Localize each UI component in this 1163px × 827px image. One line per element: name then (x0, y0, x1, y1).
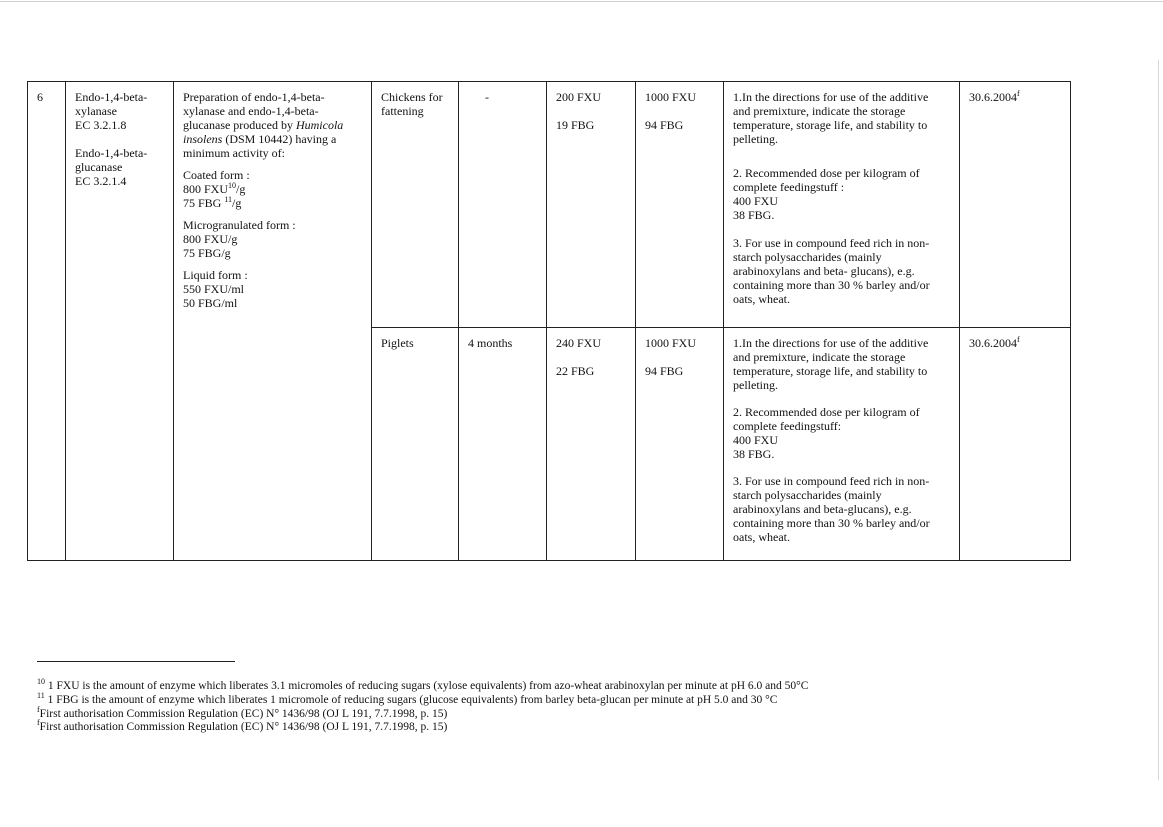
max-age-cell (459, 328, 547, 561)
min-content-cell (547, 328, 636, 561)
max-content: 94 FBG (645, 364, 684, 378)
enzyme-name: xylanase (75, 104, 117, 118)
provisions-cell (724, 328, 960, 561)
activity-value: 800 FXU/g (183, 232, 238, 246)
composition-text: glucanase produced by Humicola (183, 118, 344, 132)
enzyme-name: glucanase (75, 160, 123, 174)
species-name: insolens (183, 132, 223, 146)
footnote-mark: 11 (37, 690, 45, 700)
max-age-cell (459, 82, 547, 328)
footnote-mark: 10 (37, 677, 45, 687)
footnote-mark: f (37, 718, 40, 728)
authorisation-end-date: 30.6.2004$^f$ (969, 335, 1020, 350)
activity-value: 75 FBG $^{11}$/g (183, 195, 242, 210)
max-content-cell (636, 82, 724, 328)
provision-2: 2. Recommended dose per kilogram of complete feedingstuff: 400 FXU 38 FBG. (733, 405, 920, 461)
form-title: Liquid form : (183, 268, 248, 282)
footnote: $^{11}$ 1 FBG is the amount of enzyme which liberates 1 micromole of reducing sugars (glucose equivalents) from barley beta-glucan per minute at pH 5.0 and 30 °C (37, 690, 778, 706)
composition-text: insolens (DSM 10442) having a (183, 132, 337, 146)
footnote-ref: f (1017, 335, 1020, 344)
provisions-cell (724, 82, 960, 328)
activity-value: 50 FBG/ml (183, 296, 238, 310)
enzyme-ec-number: EC 3.2.1.8 (75, 118, 127, 132)
provision-2: 2. Recommended dose per kilogram of complete feedingstuff : 400 FXU 38 FBG. (733, 166, 920, 222)
max-content: 1000 FXU (645, 90, 697, 104)
end-date-cell (960, 328, 1071, 561)
max-content: 1000 FXU (645, 336, 697, 350)
composition-text: xylanase and endo-1,4-beta- (183, 104, 319, 118)
footnote: $^f$First authorisation Commission Regulation (EC) N° 1436/98 (OJ L 191, 7.7.1998, p. 15) (37, 704, 448, 720)
registration-number-cell (28, 82, 66, 561)
footnote-ref: 11 (224, 195, 233, 204)
species-label: Piglets (381, 336, 414, 350)
min-content: 200 FXU (556, 90, 602, 104)
scan-edge-line (1158, 60, 1159, 780)
min-content-cell (547, 82, 636, 328)
footnote-mark: f (37, 704, 40, 714)
form-title: Microgranulated form : (183, 218, 296, 232)
footnote: $^{10}$ 1 FXU is the amount of enzyme which liberates 3.1 micromoles of reducing sugars (xylose equivalents) from azo-wheat arabinoxylan per minute at pH 6.0 and 50°C (37, 677, 809, 692)
authorisation-end-date: 30.6.2004$^f$ (969, 89, 1020, 104)
scan-border-line (0, 1, 1163, 2)
max-content: 94 FBG (645, 118, 684, 132)
composition-cell (174, 82, 372, 561)
footnote-ref: f (1017, 89, 1020, 98)
min-content: 22 FBG (556, 364, 595, 378)
max-age: 4 months (468, 336, 513, 350)
species-label: fattening (381, 104, 424, 118)
additive-cell (66, 82, 174, 561)
enzyme-name: Endo-1,4-beta- (75, 90, 148, 104)
footnote: $^f$First authorisation Commission Regulation (EC) N° 1436/98 (OJ L 191, 7.7.1998, p. 15) (37, 718, 448, 734)
activity-value: 800 FXU$^{10}$/g (183, 181, 246, 196)
max-content-cell (636, 328, 724, 561)
footnote-separator (37, 661, 235, 662)
footnote-ref: 10 (228, 181, 237, 190)
enzyme-name: Endo-1,4-beta- (75, 146, 148, 160)
composition-text: Preparation of endo-1,4-beta- (183, 90, 325, 104)
registration-number: 6 (37, 90, 43, 104)
species-name: Humicola (295, 118, 344, 132)
table-row (28, 82, 1071, 328)
form-title: Coated form : (183, 168, 250, 182)
composition-text: minimum activity of: (183, 146, 285, 160)
provision-1: 1.In the directions for use of the additive and premixture, indicate the storage temperature, storage life, and stability to pelleting. (733, 336, 929, 392)
provision-3: 3. For use in compound feed rich in non- starch polysaccharides (mainly arabinoxylans and beta-glucans), e.g. containing more than 30 % barley and/or oats, wheat. (733, 474, 930, 544)
max-age: - (485, 90, 489, 104)
min-content: 19 FBG (556, 118, 595, 132)
provision-1: 1.In the directions for use of the additive and premixture, indicate the storage temperature, storage life, and stability to pelleting. (733, 90, 929, 146)
activity-value: 550 FXU/ml (183, 282, 245, 296)
enzyme-ec-number: EC 3.2.1.4 (75, 174, 127, 188)
activity-value: 75 FBG/g (183, 246, 231, 260)
min-content: 240 FXU (556, 336, 602, 350)
end-date-cell (960, 82, 1071, 328)
additive-authorisation-table (27, 81, 1071, 561)
footnotes (37, 677, 809, 735)
species-label: Chickens for (381, 90, 443, 104)
provision-3: 3. For use in compound feed rich in non- starch polysaccharides (mainly arabinoxylans and beta- glucans), e.g. containing more than 30 % barley and/or oats, wheat. (733, 236, 930, 306)
species-cell (372, 82, 459, 328)
species-cell (372, 328, 459, 561)
